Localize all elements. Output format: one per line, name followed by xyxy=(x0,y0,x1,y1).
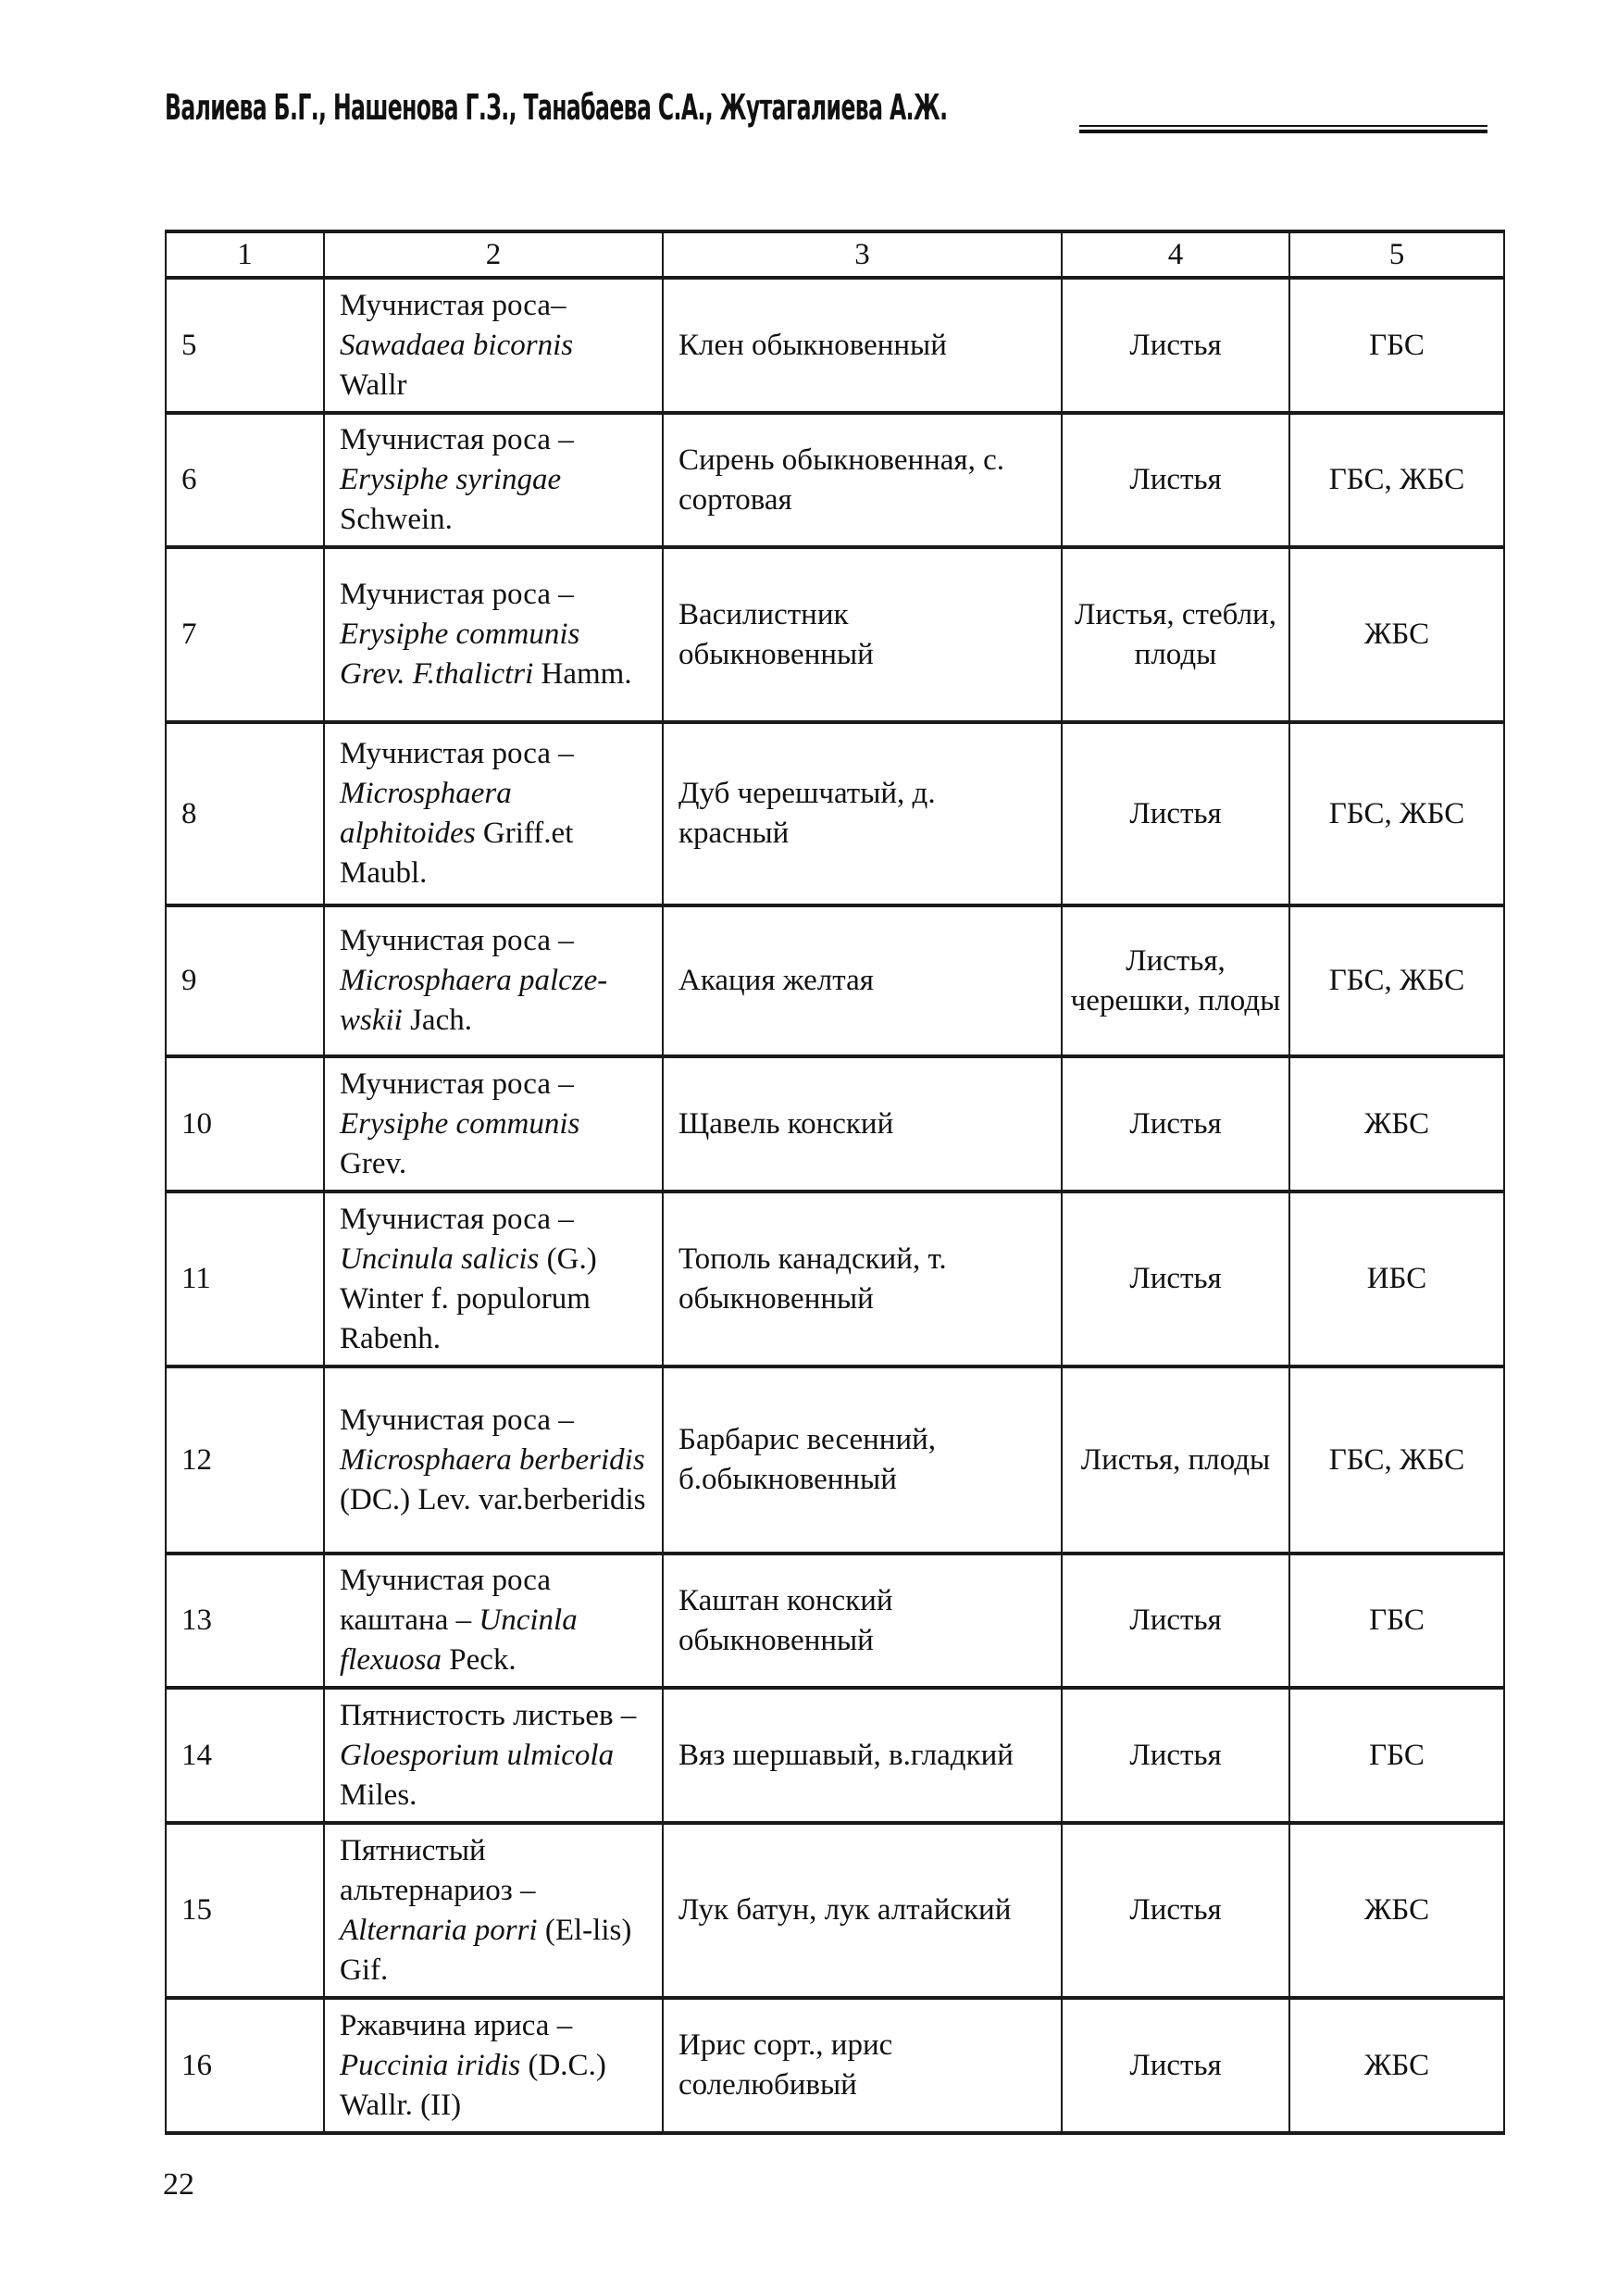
disease-name: Пятнистый альтернариоз – xyxy=(340,1833,536,1907)
table-row xyxy=(166,1366,1504,1554)
location: ГБС, ЖБС xyxy=(1289,413,1504,547)
host-plant: Тополь канадский, т. обыкновенный xyxy=(663,1192,1062,1366)
host-plant: Ирис сорт., ирис солелюбивый xyxy=(663,1998,1062,2133)
location: ИБС xyxy=(1289,1192,1504,1366)
affected-organ: Листья xyxy=(1062,1192,1289,1366)
affected-organ: Листья xyxy=(1062,413,1289,547)
disease-name: Мучнистая роса каштана – xyxy=(340,1564,552,1637)
pathogen-latin-name: Uncinla flexuosa xyxy=(340,1603,578,1677)
row-number: 8 xyxy=(166,722,324,905)
host-plant: Сирень обыкновенная, с. сортовая xyxy=(663,413,1062,547)
host-plant: Лук батун, лук алтайский xyxy=(663,1823,1062,1998)
table-header-row xyxy=(166,231,1504,278)
row-number: 16 xyxy=(166,1998,324,2133)
affected-organ: Листья, стебли, плоды xyxy=(1062,547,1289,722)
row-number: 10 xyxy=(166,1056,324,1192)
table-row xyxy=(166,1998,1504,2133)
affected-organ: Листья xyxy=(1062,278,1289,413)
row-number: 12 xyxy=(166,1366,324,1554)
pathogen-latin-name: Microsphaera palcze-wskii xyxy=(340,964,608,1037)
affected-organ: Листья xyxy=(1062,1688,1289,1823)
pathogen-latin-name: Erysiphe communis xyxy=(340,1106,580,1141)
host-plant: Вяз шершавый, в.гладкий xyxy=(663,1688,1062,1823)
pathogen-latin-name: Microsphaera berberidis xyxy=(340,1442,645,1477)
row-number: 13 xyxy=(166,1554,324,1688)
header-rule-thin xyxy=(1079,125,1487,127)
row-number: 15 xyxy=(166,1823,324,1998)
pathogen-author: Grev. xyxy=(340,1146,407,1180)
row-number: 7 xyxy=(166,547,324,722)
table-row xyxy=(166,547,1504,722)
column-header: 4 xyxy=(1062,231,1289,278)
table-row xyxy=(166,1192,1504,1366)
host-plant: Акация желтая xyxy=(663,905,1062,1056)
disease-name-cell xyxy=(324,547,663,722)
host-plant: Клен обыкновенный xyxy=(663,278,1062,413)
pathogen-latin-name: Microsphaera alphitoides xyxy=(340,777,512,850)
pathogen-author: (El-lis) Gif. xyxy=(340,1913,632,1987)
row-number: 11 xyxy=(166,1192,324,1366)
host-plant: Дуб черешчатый, д. красный xyxy=(663,722,1062,905)
table-row xyxy=(166,1688,1504,1823)
location: ГБС, ЖБС xyxy=(1289,905,1504,1056)
table-row xyxy=(166,1554,1504,1688)
row-number: 5 xyxy=(166,278,324,413)
location: ЖБС xyxy=(1289,547,1504,722)
pathogen-latin-name: Puccinia iridis xyxy=(340,2048,521,2082)
host-plant: Каштан конский обыкновенный xyxy=(663,1554,1062,1688)
location: ЖБС xyxy=(1289,1056,1504,1192)
affected-organ: Листья, черешки, плоды xyxy=(1062,905,1289,1056)
column-header: 2 xyxy=(324,231,663,278)
pathogen-author: (G.) Winter f. populorum Rabenh. xyxy=(340,1242,597,1355)
affected-organ: Листья xyxy=(1062,1056,1289,1192)
table-row xyxy=(166,1823,1504,1998)
disease-name-cell xyxy=(324,1192,663,1366)
table-row xyxy=(166,413,1504,547)
pathogen-author: Peck. xyxy=(449,1643,517,1677)
disease-name: Мучнистая роса – xyxy=(340,578,574,611)
row-number: 6 xyxy=(166,413,324,547)
pathogen-author: Miles. xyxy=(340,1778,417,1812)
disease-name: Мучнистая роса – xyxy=(340,1067,574,1101)
disease-name-cell xyxy=(324,1688,663,1823)
disease-name: Мучнистая роса – xyxy=(340,1202,574,1236)
pathogen-latin-name: Gloesporium ulmicola xyxy=(340,1738,615,1772)
pathogen-latin-name: Uncinula salicis xyxy=(340,1242,540,1276)
location: ГБС xyxy=(1289,278,1504,413)
column-header: 5 xyxy=(1289,231,1504,278)
pathogen-latin-name: Erysiphe communis Grev. F.thalictri xyxy=(340,618,580,691)
disease-name: Пятнистость листьев – xyxy=(340,1698,637,1732)
running-head-authors: Валиева Б.Г., Нашенова Г.З., Танабаева С.А., Жутагалиева А.Ж. xyxy=(165,87,948,128)
location: ГБС, ЖБС xyxy=(1289,1366,1504,1554)
disease-name: Ржавчина ириса – xyxy=(340,2008,573,2042)
disease-table xyxy=(165,230,1505,2135)
row-number: 9 xyxy=(166,905,324,1056)
location: ГБС, ЖБС xyxy=(1289,722,1504,905)
host-plant: Барбарис весенний, б.обыкновенный xyxy=(663,1366,1062,1554)
affected-organ: Листья xyxy=(1062,1554,1289,1688)
location: ЖБС xyxy=(1289,1998,1504,2133)
pathogen-author: (D.C.) Wallr. (II) xyxy=(340,2048,606,2122)
disease-name: Мучнистая роса – xyxy=(340,1403,574,1437)
disease-name-cell xyxy=(324,1056,663,1192)
affected-organ: Листья xyxy=(1062,1823,1289,1998)
disease-name-cell xyxy=(324,1366,663,1554)
pathogen-author: Wallr xyxy=(340,368,407,402)
header-rule-thick xyxy=(1079,130,1487,133)
pathogen-latin-name: Sawadaea bicornis xyxy=(340,328,574,362)
row-number: 14 xyxy=(166,1688,324,1823)
location: ГБС xyxy=(1289,1554,1504,1688)
column-header: 1 xyxy=(166,231,324,278)
pathogen-latin-name: Alternaria porri xyxy=(340,1913,538,1947)
disease-name-cell xyxy=(324,905,663,1056)
disease-name-cell xyxy=(324,278,663,413)
host-plant: Щавель конский xyxy=(663,1056,1062,1192)
host-plant: Василистник обыкновенный xyxy=(663,547,1062,722)
table-row xyxy=(166,1056,1504,1192)
table-row xyxy=(166,278,1504,413)
location: ГБС xyxy=(1289,1688,1504,1823)
affected-organ: Листья, плоды xyxy=(1062,1366,1289,1554)
disease-name: Мучнистая роса – xyxy=(340,924,574,957)
table-row xyxy=(166,905,1504,1056)
pathogen-author: (DC.) Lev. var.berberidis xyxy=(340,1482,646,1516)
pathogen-author: Jach. xyxy=(410,1004,472,1037)
page-number: 22 xyxy=(163,2167,194,2202)
affected-organ: Листья xyxy=(1062,1998,1289,2133)
pathogen-author: Hamm. xyxy=(541,657,632,691)
disease-name: Мучнистая роса– xyxy=(340,288,566,322)
disease-name-cell xyxy=(324,1998,663,2133)
disease-name-cell xyxy=(324,1554,663,1688)
pathogen-author: Griff.et Maubl. xyxy=(340,817,574,890)
pathogen-author: Schwein. xyxy=(340,503,453,536)
affected-organ: Листья xyxy=(1062,722,1289,905)
disease-name-cell xyxy=(324,413,663,547)
pathogen-latin-name: Erysiphe syringae xyxy=(340,463,562,496)
location: ЖБС xyxy=(1289,1823,1504,1998)
table-row xyxy=(166,722,1504,905)
disease-name-cell xyxy=(324,722,663,905)
disease-name-cell xyxy=(324,1823,663,1998)
disease-name: Мучнистая роса – xyxy=(340,423,574,456)
column-header: 3 xyxy=(663,231,1062,278)
disease-name: Мучнистая роса – xyxy=(340,737,574,770)
